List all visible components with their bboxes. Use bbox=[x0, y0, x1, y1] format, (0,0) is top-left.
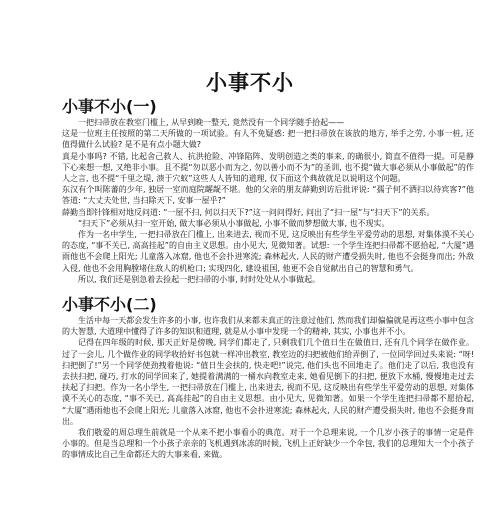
paragraph: “扫天下”必须从扫一室开始, 做大事必须从小事做起, 小事不做而梦想做大事, 也不现实。 bbox=[78, 218, 390, 228]
document-title: 小事不小 bbox=[206, 71, 294, 95]
paragraph: 东汉有个叫陈蕃的少年, 独居一室而庭院龌龊不堪。他的父亲的朋友薛勤到访后批评说: “孺子何不洒扫以待宾客?”他答道: “大丈夫处世, 当扫除天下, 安事一屋乎?” bbox=[62, 185, 474, 206]
section-heading-2: 小事不小(二) bbox=[62, 295, 157, 314]
paragraph: 生活中每一天都会发生许多的小事, 也许我们从来都未真正的注意过他们, 然而我们却偏偏就是再这些小事中包含的大智慧, 大道理中懂得了许多的知识和道理, 就是从小事中发现一个的精神, 其实, 小事也并不小。 bbox=[62, 316, 474, 337]
paragraph: 作为一名中学生, 一把扫帚放在门槛上, 出来进去, 视而不见, 这反映出有些学生平爱劳动的思想, 对集体漠不关心的态度, “事不关已, 高高挂起”的自由主义思想。由小见大, 见微知著。试想: 一个学生连把扫帚都不愿拾起, “大厦”遇雨他也不会爬上阳光; 儿童落入冰窟, 他也不会扑进寒流; 森林起火, 人民的财产遭受损失时, 他也不会挺身而出; 外敌入侵, 他也不会用胸膛堵住敌人的机枪口; 实现四化, 建设祖国, 他更不会自觉献出自己的智慧和勇气。 bbox=[62, 230, 474, 273]
paragraph: 一把扫帚放在教室门槛上, 从早到晚一整天, 竟然没有一个同学随手拾起—— bbox=[78, 118, 345, 127]
paragraph: 记得在四年级的时候, 那天正好是傍晚, 同学们都走了, 只剩我们几个值日生在做值日, 还有几个同学在做作业。过了一会儿, 几个做作业的同学收拾好书包就一样冲出教室, 教室边的扫把被他们给弄倒了, 一位同学回过头来说: “呀! 扫把倒了!”另一个同学使劲拽着他说: “值日生会扶的, 快走吧!”说完, 他们头也不回地走了。他们走了以后, 我也没有去扶扫把, 碰巧, 打水的同学回来了, 她提着满满的一桶水向教室走来, 她看见倒下的扫把, 便放下水桶, 慢慢地走过去扶起了扫把。作为一名小学生, 一把扫帚放在门槛上, 出来进去, 视而不见, 这反映出有些学生平爱劳动的思想, 对集体漠不关心的态度, “事不关已, 高高挂起”的自由主义思想。由小见大, 见微知著。如果一个学生连把扫帚都不愿拾起, “大厦”遇雨他也不会爬上阳光; 儿童落入冰窟, 他也不会扑进寒流; 森林起火, 人民的财产遭受损失时, 他也不会挺身而出。 bbox=[62, 338, 474, 426]
paragraph: 真是小事吗? 不错, 比起舍己救人、抗洪抢险、冲锋陷阵、发明创造之类的事来, 的确很小, 简直不值得一提。可是静下心来想一想, 又绝非小事。且不提“勿以恶小而为之, 勿以善小而不为”的圣训, 也不提“做大事必须从小事做起”的作人之言, 也不提“千里之堤, 溃于穴蚁”这些人人皆知的道理, 仅下面这个典故就足以说明这个问题。 bbox=[62, 151, 474, 184]
paragraph: 我们敬爱的周总理生前就是一个从来不把小事看小的典范。对于一个总理来说, 一个几岁小孩子的事情一定是件小事的。但是当总理和一个小孩子亲亲的飞机遇到冰冻的时候, 飞机上正好缺少一个伞包, 我们的总理知大一个小孩子的事情成比自己生命都还大的大事来看, 来做。 bbox=[62, 428, 474, 460]
paragraph: 这是一位班主任按照的第二天所做的一项试验。有人不免疑惑: 把一把扫帚放在该放的地方, 举手之劳, 小事一桩, 还值得做什么试验? 是不是有点小题大做? bbox=[62, 129, 474, 150]
section-body-1 bbox=[62, 117, 474, 285]
section-heading-1: 小事不小(一) bbox=[62, 97, 157, 116]
paragraph: 薛勤当即针锋相对地反问道: “一屋不扫, 何以扫天下?”这一问问得好, 问出了“扫一屋”与“扫天下”的关系。 bbox=[62, 207, 435, 217]
paragraph: 所以, 我们还是别急着去捡起一把扫帚的小事, 时时处处从小事做起。 bbox=[78, 274, 321, 284]
section-body-2 bbox=[62, 315, 474, 461]
